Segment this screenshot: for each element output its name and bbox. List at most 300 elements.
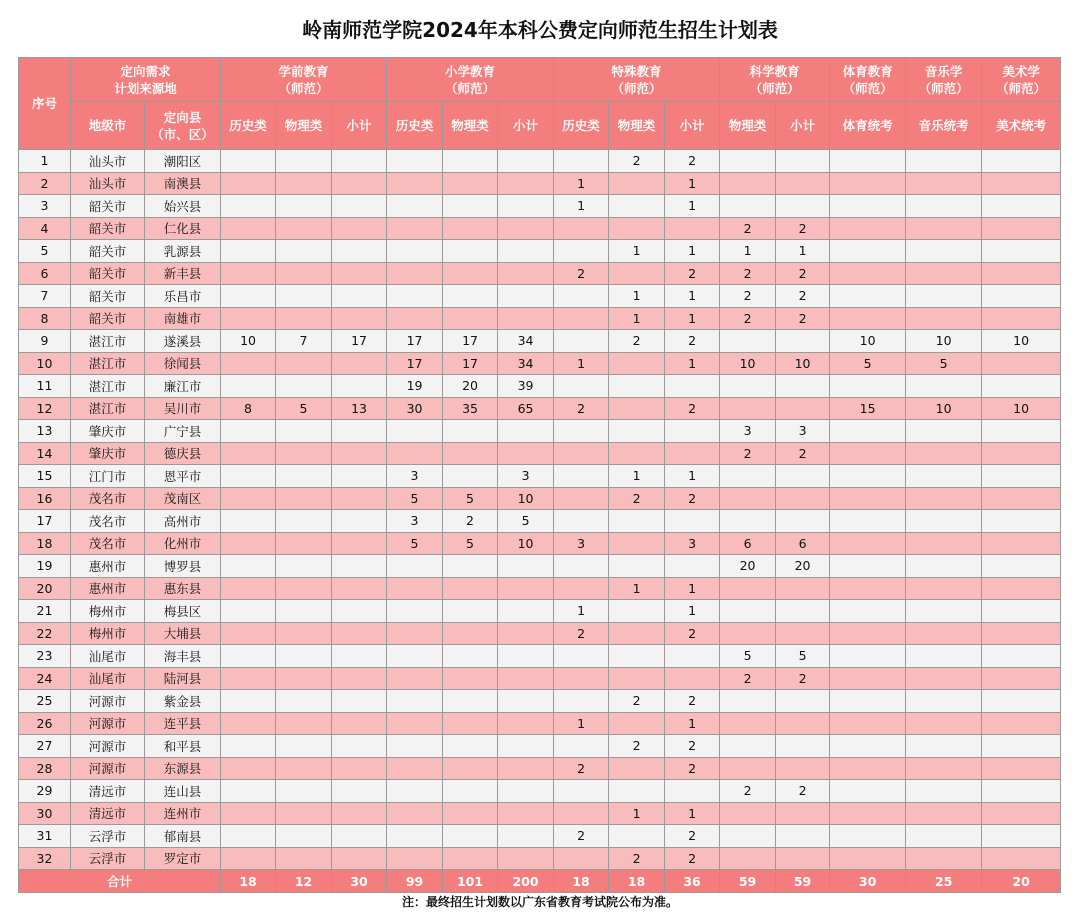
source-header-line1: 定向需求 bbox=[120, 63, 171, 79]
table-row bbox=[19, 532, 1061, 555]
value-cell bbox=[665, 780, 720, 803]
value-cell bbox=[906, 532, 982, 555]
sub-header: 小计 bbox=[776, 102, 830, 150]
value-cell bbox=[332, 442, 387, 465]
table-row bbox=[19, 802, 1061, 825]
table-row bbox=[19, 690, 1061, 713]
value-cell bbox=[332, 712, 387, 735]
value-cell: 10 bbox=[720, 352, 776, 375]
sub-header: 小计 bbox=[332, 102, 387, 150]
value-cell bbox=[498, 217, 554, 240]
city-cell: 韶关市 bbox=[71, 262, 145, 285]
value-cell bbox=[554, 217, 609, 240]
value-cell bbox=[498, 645, 554, 668]
value-cell bbox=[720, 847, 776, 870]
table-row bbox=[19, 217, 1061, 240]
county-cell: 恩平市 bbox=[145, 465, 221, 488]
value-cell: 2 bbox=[609, 690, 665, 713]
seq-cell: 26 bbox=[19, 712, 71, 735]
value-cell: 3 bbox=[387, 510, 443, 533]
value-cell bbox=[609, 397, 665, 420]
county-cell: 惠东县 bbox=[145, 577, 221, 600]
value-cell bbox=[498, 667, 554, 690]
value-cell bbox=[498, 195, 554, 218]
value-cell: 10 bbox=[906, 397, 982, 420]
seq-cell: 22 bbox=[19, 622, 71, 645]
value-cell bbox=[982, 555, 1061, 578]
seq-cell: 17 bbox=[19, 510, 71, 533]
value-cell bbox=[332, 465, 387, 488]
table-row bbox=[19, 375, 1061, 398]
city-cell: 韶关市 bbox=[71, 285, 145, 308]
group-header bbox=[387, 58, 554, 102]
county-cell: 高州市 bbox=[145, 510, 221, 533]
value-cell: 2 bbox=[776, 667, 830, 690]
value-cell bbox=[776, 150, 830, 173]
value-cell bbox=[720, 375, 776, 398]
value-cell bbox=[276, 262, 332, 285]
value-cell: 2 bbox=[609, 847, 665, 870]
value-cell bbox=[982, 172, 1061, 195]
value-cell: 2 bbox=[665, 397, 720, 420]
county-header-line1: 定向县 bbox=[163, 109, 202, 125]
city-cell: 肇庆市 bbox=[71, 442, 145, 465]
value-cell: 1 bbox=[554, 195, 609, 218]
value-cell bbox=[498, 712, 554, 735]
value-cell bbox=[387, 735, 443, 758]
value-cell bbox=[276, 487, 332, 510]
value-cell bbox=[276, 802, 332, 825]
value-cell bbox=[498, 825, 554, 848]
value-cell bbox=[609, 555, 665, 578]
group-subname: （师范） bbox=[842, 80, 893, 96]
value-cell bbox=[498, 285, 554, 308]
county-header-line2: （市、区） bbox=[151, 126, 214, 142]
value-cell bbox=[906, 240, 982, 263]
value-cell bbox=[982, 240, 1061, 263]
sub-header: 物理类 bbox=[443, 102, 498, 150]
value-cell: 65 bbox=[498, 397, 554, 420]
value-cell bbox=[554, 510, 609, 533]
value-cell: 1 bbox=[665, 172, 720, 195]
table-row bbox=[19, 307, 1061, 330]
value-cell bbox=[776, 757, 830, 780]
value-cell bbox=[982, 307, 1061, 330]
value-cell: 1 bbox=[609, 465, 665, 488]
value-cell bbox=[830, 645, 906, 668]
value-cell bbox=[982, 802, 1061, 825]
value-cell bbox=[332, 510, 387, 533]
value-cell: 17 bbox=[387, 352, 443, 375]
value-cell bbox=[387, 577, 443, 600]
value-cell: 2 bbox=[776, 307, 830, 330]
value-cell bbox=[554, 465, 609, 488]
value-cell bbox=[830, 375, 906, 398]
value-cell bbox=[221, 510, 276, 533]
value-cell bbox=[387, 555, 443, 578]
value-cell: 2 bbox=[665, 622, 720, 645]
value-cell bbox=[982, 690, 1061, 713]
value-cell: 6 bbox=[720, 532, 776, 555]
value-cell bbox=[332, 780, 387, 803]
value-cell bbox=[387, 307, 443, 330]
value-cell bbox=[665, 667, 720, 690]
sub-header: 物理类 bbox=[276, 102, 332, 150]
value-cell bbox=[276, 622, 332, 645]
value-cell bbox=[720, 622, 776, 645]
value-cell bbox=[830, 825, 906, 848]
value-cell: 2 bbox=[554, 262, 609, 285]
sub-header: 音乐统考 bbox=[906, 102, 982, 150]
county-cell: 东源县 bbox=[145, 757, 221, 780]
value-cell bbox=[332, 195, 387, 218]
value-cell bbox=[221, 622, 276, 645]
value-cell: 17 bbox=[443, 352, 498, 375]
value-cell: 1 bbox=[665, 465, 720, 488]
value-cell bbox=[830, 757, 906, 780]
total-cell: 20 bbox=[982, 870, 1061, 893]
value-cell bbox=[720, 150, 776, 173]
seq-cell: 8 bbox=[19, 307, 71, 330]
value-cell: 2 bbox=[720, 262, 776, 285]
value-cell bbox=[221, 757, 276, 780]
value-cell bbox=[276, 420, 332, 443]
value-cell bbox=[776, 397, 830, 420]
group-name: 学前教育 bbox=[278, 63, 329, 79]
seq-cell: 6 bbox=[19, 262, 71, 285]
value-cell: 5 bbox=[830, 352, 906, 375]
value-cell: 2 bbox=[554, 397, 609, 420]
value-cell bbox=[982, 825, 1061, 848]
seq-cell: 13 bbox=[19, 420, 71, 443]
value-cell bbox=[665, 375, 720, 398]
value-cell: 2 bbox=[443, 510, 498, 533]
value-cell bbox=[554, 307, 609, 330]
seq-cell: 23 bbox=[19, 645, 71, 668]
value-cell: 1 bbox=[665, 712, 720, 735]
table-row bbox=[19, 577, 1061, 600]
value-cell bbox=[982, 487, 1061, 510]
value-cell: 17 bbox=[332, 330, 387, 353]
seq-cell: 31 bbox=[19, 825, 71, 848]
value-cell bbox=[498, 757, 554, 780]
table-row bbox=[19, 825, 1061, 848]
value-cell: 34 bbox=[498, 330, 554, 353]
value-cell bbox=[830, 622, 906, 645]
value-cell: 2 bbox=[665, 150, 720, 173]
value-cell bbox=[221, 487, 276, 510]
value-cell bbox=[443, 757, 498, 780]
value-cell bbox=[665, 645, 720, 668]
source-header bbox=[71, 58, 221, 102]
county-cell: 大埔县 bbox=[145, 622, 221, 645]
value-cell bbox=[609, 712, 665, 735]
value-cell bbox=[906, 307, 982, 330]
table-row bbox=[19, 487, 1061, 510]
city-cell: 湛江市 bbox=[71, 352, 145, 375]
value-cell: 3 bbox=[776, 420, 830, 443]
value-cell: 1 bbox=[665, 577, 720, 600]
city-cell: 茂名市 bbox=[71, 532, 145, 555]
value-cell bbox=[982, 667, 1061, 690]
value-cell bbox=[498, 172, 554, 195]
value-cell bbox=[982, 847, 1061, 870]
value-cell bbox=[276, 577, 332, 600]
value-cell: 13 bbox=[332, 397, 387, 420]
value-cell bbox=[982, 150, 1061, 173]
value-cell bbox=[443, 712, 498, 735]
seq-cell: 10 bbox=[19, 352, 71, 375]
value-cell: 10 bbox=[498, 487, 554, 510]
value-cell: 5 bbox=[720, 645, 776, 668]
value-cell bbox=[443, 285, 498, 308]
group-header bbox=[830, 58, 906, 102]
value-cell bbox=[387, 645, 443, 668]
total-cell: 200 bbox=[498, 870, 554, 893]
value-cell: 19 bbox=[387, 375, 443, 398]
value-cell bbox=[276, 690, 332, 713]
value-cell bbox=[387, 757, 443, 780]
value-cell bbox=[443, 600, 498, 623]
value-cell: 34 bbox=[498, 352, 554, 375]
value-cell bbox=[443, 645, 498, 668]
value-cell bbox=[776, 487, 830, 510]
value-cell bbox=[554, 802, 609, 825]
value-cell: 1 bbox=[776, 240, 830, 263]
table-row bbox=[19, 330, 1061, 353]
group-name: 体育教育 bbox=[842, 63, 893, 79]
value-cell bbox=[609, 172, 665, 195]
value-cell bbox=[609, 195, 665, 218]
value-cell bbox=[906, 487, 982, 510]
total-cell: 59 bbox=[720, 870, 776, 893]
value-cell bbox=[982, 757, 1061, 780]
value-cell bbox=[332, 307, 387, 330]
value-cell bbox=[498, 600, 554, 623]
value-cell bbox=[906, 195, 982, 218]
value-cell bbox=[554, 645, 609, 668]
value-cell bbox=[221, 825, 276, 848]
table-row bbox=[19, 442, 1061, 465]
table-row bbox=[19, 240, 1061, 263]
county-cell: 和平县 bbox=[145, 735, 221, 758]
table-row bbox=[19, 847, 1061, 870]
value-cell bbox=[720, 577, 776, 600]
value-cell bbox=[776, 712, 830, 735]
table-row bbox=[19, 600, 1061, 623]
city-cell: 汕尾市 bbox=[71, 667, 145, 690]
value-cell: 2 bbox=[554, 622, 609, 645]
footnote: 注：最终招生计划数以广东省教育考试院公布为准。 bbox=[401, 895, 678, 909]
value-cell: 1 bbox=[665, 240, 720, 263]
value-cell bbox=[387, 690, 443, 713]
total-cell: 18 bbox=[554, 870, 609, 893]
total-row bbox=[19, 870, 1061, 893]
value-cell: 2 bbox=[665, 262, 720, 285]
value-cell: 10 bbox=[906, 330, 982, 353]
value-cell bbox=[982, 217, 1061, 240]
value-cell bbox=[720, 397, 776, 420]
value-cell bbox=[720, 825, 776, 848]
value-cell bbox=[443, 420, 498, 443]
city-cell: 湛江市 bbox=[71, 397, 145, 420]
value-cell bbox=[332, 375, 387, 398]
value-cell bbox=[609, 600, 665, 623]
value-cell: 5 bbox=[906, 352, 982, 375]
value-cell bbox=[720, 487, 776, 510]
city-cell: 茂名市 bbox=[71, 487, 145, 510]
value-cell bbox=[276, 217, 332, 240]
value-cell bbox=[982, 735, 1061, 758]
value-cell bbox=[906, 622, 982, 645]
seq-cell: 16 bbox=[19, 487, 71, 510]
seq-cell: 3 bbox=[19, 195, 71, 218]
value-cell bbox=[498, 577, 554, 600]
value-cell bbox=[332, 262, 387, 285]
value-cell bbox=[498, 420, 554, 443]
value-cell bbox=[830, 532, 906, 555]
value-cell bbox=[221, 600, 276, 623]
value-cell bbox=[443, 825, 498, 848]
value-cell: 2 bbox=[776, 442, 830, 465]
sub-header: 历史类 bbox=[554, 102, 609, 150]
value-cell bbox=[906, 825, 982, 848]
seq-cell: 21 bbox=[19, 600, 71, 623]
value-cell bbox=[387, 420, 443, 443]
total-cell: 30 bbox=[332, 870, 387, 893]
value-cell bbox=[720, 757, 776, 780]
group-subname: （师范） bbox=[996, 80, 1047, 96]
value-cell bbox=[387, 262, 443, 285]
value-cell bbox=[609, 375, 665, 398]
value-cell bbox=[332, 825, 387, 848]
seq-cell: 24 bbox=[19, 667, 71, 690]
value-cell: 2 bbox=[720, 667, 776, 690]
county-cell: 遂溪县 bbox=[145, 330, 221, 353]
city-cell: 河源市 bbox=[71, 735, 145, 758]
county-cell: 仁化县 bbox=[145, 217, 221, 240]
value-cell bbox=[498, 307, 554, 330]
table-body bbox=[19, 150, 1061, 870]
value-cell bbox=[221, 262, 276, 285]
value-cell bbox=[830, 667, 906, 690]
group-header bbox=[982, 58, 1061, 102]
value-cell bbox=[982, 622, 1061, 645]
value-cell bbox=[498, 262, 554, 285]
value-cell bbox=[332, 172, 387, 195]
value-cell bbox=[830, 285, 906, 308]
value-cell: 2 bbox=[665, 690, 720, 713]
value-cell: 1 bbox=[609, 802, 665, 825]
value-cell bbox=[982, 532, 1061, 555]
value-cell bbox=[906, 847, 982, 870]
table-row bbox=[19, 150, 1061, 173]
group-subname: （师范） bbox=[749, 80, 800, 96]
value-cell: 2 bbox=[665, 825, 720, 848]
value-cell: 2 bbox=[720, 307, 776, 330]
value-cell bbox=[332, 240, 387, 263]
county-cell: 陆河县 bbox=[145, 667, 221, 690]
group-name: 特殊教育 bbox=[611, 63, 662, 79]
table-row bbox=[19, 172, 1061, 195]
value-cell bbox=[609, 420, 665, 443]
table-row bbox=[19, 712, 1061, 735]
value-cell bbox=[609, 780, 665, 803]
value-cell bbox=[720, 712, 776, 735]
county-cell: 乳源县 bbox=[145, 240, 221, 263]
value-cell: 2 bbox=[720, 217, 776, 240]
city-cell: 云浮市 bbox=[71, 847, 145, 870]
value-cell bbox=[830, 690, 906, 713]
city-cell: 梅州市 bbox=[71, 622, 145, 645]
value-cell bbox=[609, 217, 665, 240]
value-cell bbox=[982, 465, 1061, 488]
city-cell: 汕头市 bbox=[71, 172, 145, 195]
value-cell bbox=[554, 442, 609, 465]
group-header bbox=[720, 58, 830, 102]
value-cell bbox=[776, 465, 830, 488]
value-cell bbox=[830, 217, 906, 240]
value-cell bbox=[982, 577, 1061, 600]
value-cell bbox=[776, 172, 830, 195]
value-cell bbox=[830, 240, 906, 263]
city-cell: 韶关市 bbox=[71, 307, 145, 330]
value-cell bbox=[443, 667, 498, 690]
value-cell: 2 bbox=[776, 780, 830, 803]
value-cell bbox=[498, 690, 554, 713]
city-cell: 茂名市 bbox=[71, 510, 145, 533]
value-cell bbox=[443, 780, 498, 803]
value-cell bbox=[830, 577, 906, 600]
table-row bbox=[19, 465, 1061, 488]
value-cell bbox=[276, 285, 332, 308]
value-cell bbox=[830, 195, 906, 218]
value-cell bbox=[387, 847, 443, 870]
value-cell: 2 bbox=[609, 150, 665, 173]
value-cell bbox=[387, 217, 443, 240]
group-name: 美术学 bbox=[1002, 63, 1040, 79]
group-subname: （师范） bbox=[611, 80, 662, 96]
county-cell: 南雄市 bbox=[145, 307, 221, 330]
value-cell: 10 bbox=[982, 330, 1061, 353]
table-row bbox=[19, 645, 1061, 668]
value-cell bbox=[276, 465, 332, 488]
value-cell bbox=[332, 600, 387, 623]
value-cell bbox=[221, 285, 276, 308]
value-cell: 5 bbox=[443, 487, 498, 510]
value-cell bbox=[982, 420, 1061, 443]
value-cell bbox=[830, 735, 906, 758]
value-cell: 20 bbox=[720, 555, 776, 578]
seq-cell: 19 bbox=[19, 555, 71, 578]
value-cell bbox=[830, 465, 906, 488]
value-cell: 2 bbox=[665, 330, 720, 353]
value-cell: 1 bbox=[609, 285, 665, 308]
value-cell: 2 bbox=[554, 757, 609, 780]
value-cell: 3 bbox=[554, 532, 609, 555]
value-cell bbox=[443, 577, 498, 600]
value-cell bbox=[906, 780, 982, 803]
value-cell bbox=[332, 735, 387, 758]
value-cell bbox=[720, 465, 776, 488]
value-cell bbox=[982, 645, 1061, 668]
city-cell: 云浮市 bbox=[71, 825, 145, 848]
value-cell: 10 bbox=[498, 532, 554, 555]
value-cell bbox=[830, 262, 906, 285]
value-cell bbox=[554, 577, 609, 600]
value-cell bbox=[443, 217, 498, 240]
county-cell: 广宁县 bbox=[145, 420, 221, 443]
